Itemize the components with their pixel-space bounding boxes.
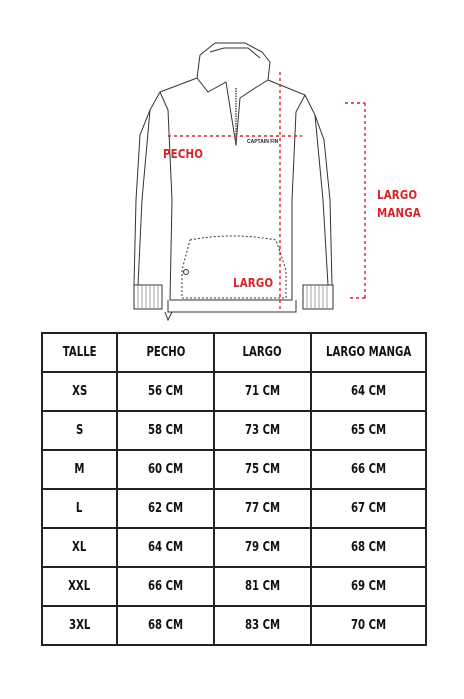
table-cell: S <box>42 411 117 450</box>
table-cell: 73 CM <box>214 411 311 450</box>
table-cell: 68 CM <box>311 528 426 567</box>
table-row <box>42 411 426 450</box>
table-cell: 71 CM <box>214 372 311 411</box>
largo-manga-label-line2: MANGA <box>377 205 421 220</box>
table-row <box>42 567 426 606</box>
header-talle: TALLE <box>42 333 117 372</box>
table-row <box>42 372 426 411</box>
table-cell: 79 CM <box>214 528 311 567</box>
brand-label: CAPTAIN FIN <box>247 139 279 145</box>
table-cell: XXL <box>42 567 117 606</box>
table-cell: XL <box>42 528 117 567</box>
table-cell: XS <box>42 372 117 411</box>
table-header-row <box>42 333 426 372</box>
table-cell: 68 CM <box>117 606 214 645</box>
table-cell: L <box>42 489 117 528</box>
table-cell: 58 CM <box>117 411 214 450</box>
table-cell: 67 CM <box>311 489 426 528</box>
table-cell: 66 CM <box>117 567 214 606</box>
table-cell: M <box>42 450 117 489</box>
table-cell: 65 CM <box>311 411 426 450</box>
header-pecho: PECHO <box>117 333 214 372</box>
table-cell: 70 CM <box>311 606 426 645</box>
table-cell: 64 CM <box>311 372 426 411</box>
table-row <box>42 606 426 645</box>
table-row <box>42 528 426 567</box>
table-cell: 83 CM <box>214 606 311 645</box>
table-cell: 3XL <box>42 606 117 645</box>
size-chart-table <box>41 332 427 646</box>
largo-manga-label-line1: LARGO <box>377 187 418 202</box>
table-cell: 75 CM <box>214 450 311 489</box>
table-cell: 66 CM <box>311 450 426 489</box>
largo-label: LARGO <box>233 275 274 290</box>
table-cell: 56 CM <box>117 372 214 411</box>
table-cell: 81 CM <box>214 567 311 606</box>
pecho-label: PECHO <box>163 146 204 161</box>
table-cell: 77 CM <box>214 489 311 528</box>
table-cell: 64 CM <box>117 528 214 567</box>
table-cell: 69 CM <box>311 567 426 606</box>
garment-diagram <box>0 0 464 330</box>
header-largo-manga: LARGO MANGA <box>311 333 426 372</box>
hoodie-illustration <box>0 0 464 330</box>
table-cell: 60 CM <box>117 450 214 489</box>
table-cell: 62 CM <box>117 489 214 528</box>
table-body <box>42 372 426 645</box>
header-largo: LARGO <box>214 333 311 372</box>
table-row <box>42 450 426 489</box>
table-row <box>42 489 426 528</box>
